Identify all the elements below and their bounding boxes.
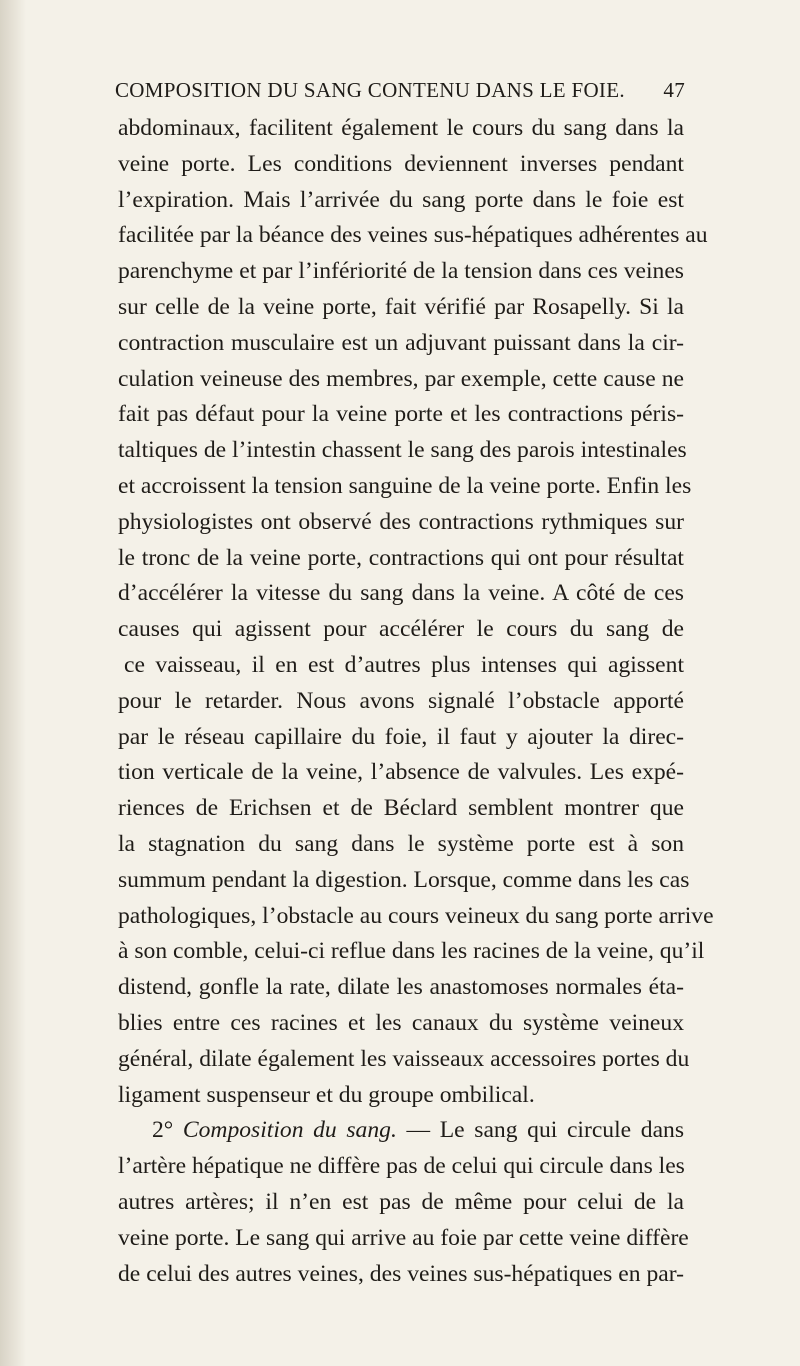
text-line: abdominaux, facilitent également le cours du sang dans la — [118, 115, 684, 141]
text-line: veine porte. Les conditions deviennent inverses pendant — [118, 150, 684, 177]
body-text — [118, 111, 714, 1292]
text-line: blies entre ces racines et les canaux du système veineux — [118, 1009, 684, 1036]
text-line: veine porte. Le sang qui arrive au foie par cette veine diffère — [118, 1224, 689, 1251]
text-line: fait pas défaut pour la veine porte et les contractions péris- — [118, 401, 684, 428]
running-title: COMPOSITION DU SANG CONTENU DANS LE FOIE. — [115, 78, 625, 102]
text-line: général, dilate également les vaisseaux accessoires portes du — [118, 1045, 690, 1072]
text-line: physiologistes ont observé des contractions rythmiques sur — [118, 508, 684, 535]
text-line: causes qui agissent pour accélérer le cours du sang de — [118, 616, 684, 643]
section-heading-line — [118, 1113, 684, 1149]
text-line: de celui des autres veines, des veines sus-hépatiques en par- — [118, 1260, 684, 1287]
text-line: l’expiration. Mais l’arrivée du sang porte dans le foie est — [118, 186, 684, 213]
text-line: distend, gonfle la rate, dilate les anastomoses normales éta- — [118, 974, 684, 1001]
text-line: la stagnation du sang dans le système porte est à son — [118, 830, 684, 857]
text-line: ligament suspenseur et du groupe ombilical. — [118, 1081, 535, 1108]
page-number: 47 — [663, 78, 685, 102]
text-line: contraction musculaire est un adjuvant puissant dans la cir- — [118, 329, 684, 356]
section-dash: — — [396, 1117, 440, 1144]
text-line: sur celle de la veine porte, fait vérifié par Rosapelly. Si la — [118, 293, 684, 320]
text-line: riences de Erichsen et de Béclard semblent montrer que — [118, 795, 684, 822]
section-title: Composition du sang. — [182, 1117, 397, 1144]
text-line: et accroissent la tension sanguine de la veine porte. Enfin les — [118, 472, 692, 499]
text-line: tion verticale de la veine, l’absence de valvules. Les expé- — [118, 759, 684, 786]
text-line: à son comble, celui-ci reflue dans les racines de la veine, qu’il — [118, 938, 705, 965]
running-header — [115, 78, 685, 103]
section-first-line: Le sang qui circule dans — [439, 1117, 685, 1144]
text-line: d’accélérer la vitesse du sang dans la veine. A côté de ces — [118, 580, 684, 607]
text-line: summum pendant la digestion. Lorsque, comme dans les cas — [118, 866, 690, 893]
text-line: pathologiques, l’obstacle au cours veineux du sang porte arrive — [118, 902, 714, 929]
text-line: taltiques de l’intestin chassent le sang des parois intestinales — [118, 437, 687, 464]
text-line: le tronc de la veine porte, contractions qui ont pour résultat — [118, 544, 684, 571]
text-line: facilitée par la béance des veines sus-hépatiques adhérentes au — [118, 222, 708, 249]
text-line: culation veineuse des membres, par exemple, cette cause ne — [118, 365, 684, 392]
text-line: l’artère hépatique ne diffère pas de celui qui circule dans les — [118, 1153, 685, 1180]
text-line: parenchyme et par l’infériorité de la tension dans ces veines — [118, 258, 684, 285]
page-gutter-shadow — [0, 0, 26, 1366]
text-line: pour le retarder. Nous avons signalé l’obstacle apporté — [118, 687, 684, 714]
text-line: par le réseau capillaire du foie, il faut y ajouter la direc- — [118, 723, 684, 750]
text-line: ce vaisseau, il en est d’autres plus intenses qui agissent — [124, 651, 684, 678]
text-line: autres artères; il n’en est pas de même pour celui de la — [118, 1188, 684, 1215]
section-number: 2° — [152, 1117, 174, 1144]
